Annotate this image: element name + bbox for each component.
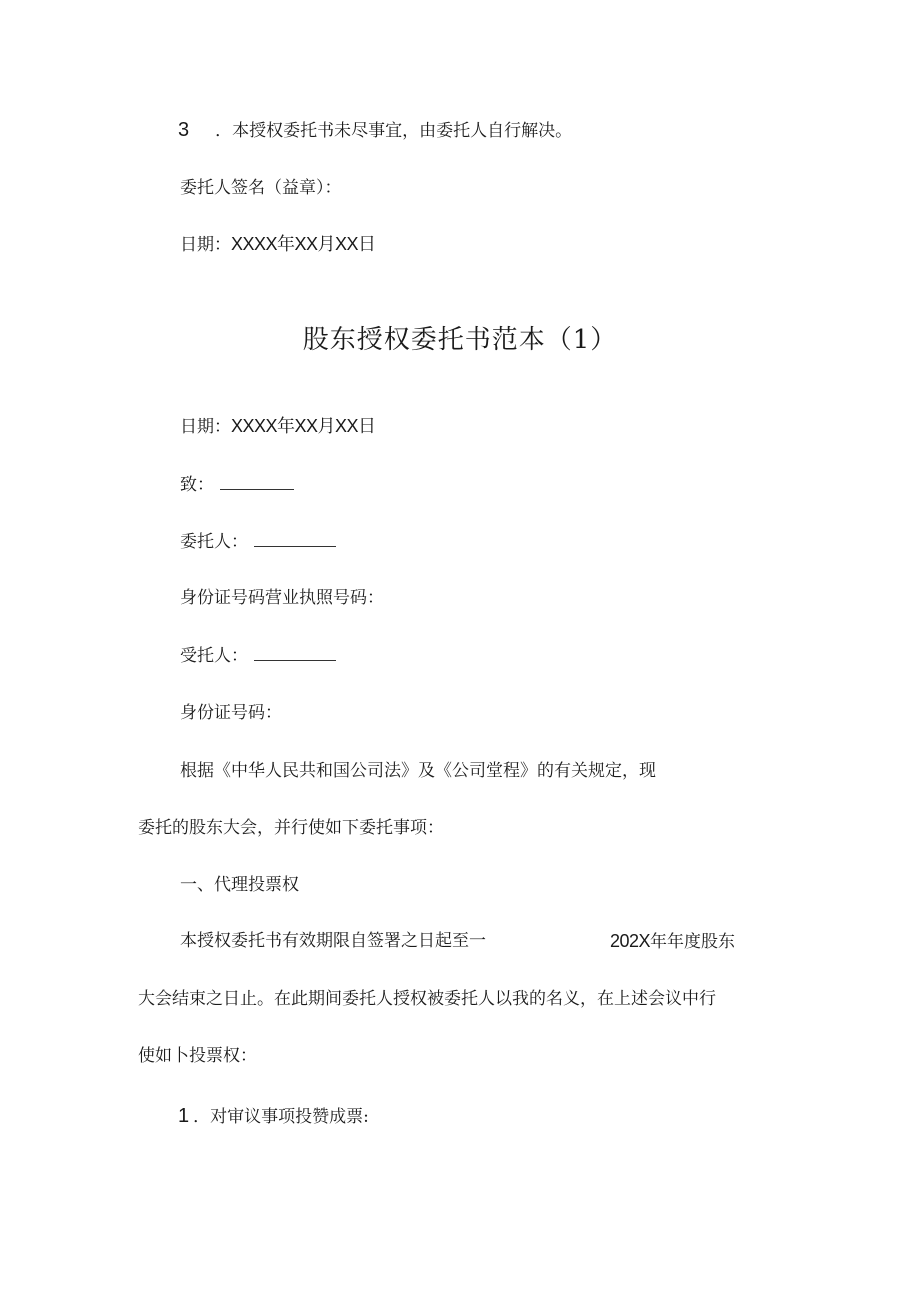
signature-line	[180, 176, 342, 200]
item-1	[178, 1104, 369, 1129]
paragraph-2-line-1	[180, 929, 486, 953]
paragraph-2-year-segment	[610, 929, 735, 954]
date-label-1: 日期：	[180, 235, 231, 255]
date-line-1	[180, 232, 376, 257]
date-value-2: XXXX年XX月XX日	[231, 416, 376, 436]
document-title: 股东授权委托书范本（1）	[302, 325, 618, 355]
item-3	[178, 118, 572, 143]
id-label: 身份证号码：	[180, 703, 282, 723]
id-line	[180, 701, 282, 725]
paragraph-2-year: 202X	[610, 931, 651, 951]
paragraph-2-text: 本授权委托书有效期限自签署之日起至一	[180, 931, 486, 951]
paragraph-1-line-2: 委托的股东大会，并行使如下委托事项：	[138, 818, 444, 838]
paragraph-2-line-3: 使如卜投票权：	[138, 1046, 257, 1066]
agent-line	[180, 644, 336, 668]
date-line-2	[180, 414, 376, 439]
signature-label: 委托人签名（益章）：	[180, 178, 342, 198]
item-3-text: ．本授权委托书未尽事宜，由委托人自行解决。	[215, 121, 573, 141]
item-3-number: 3	[178, 119, 190, 141]
date-label-2: 日期：	[180, 417, 231, 437]
principal-label: 委托人：	[180, 532, 248, 552]
principal-line	[180, 530, 336, 554]
paragraph-2-tail: 年年度股东	[650, 932, 736, 952]
id-license-label: 身份证号码营业执照号码：	[180, 588, 384, 608]
paragraph-1-line-1: 根据《中华人民共和国公司法》及《公司堂程》的有关规定，现	[180, 761, 656, 781]
id-license-line	[180, 586, 384, 610]
paragraph-2-line-2: 大会结束之日止。在此期间委托人授权被委托人以我的名义，在上述会议中行	[138, 989, 716, 1009]
agent-blank[interactable]	[254, 646, 336, 661]
item-1-number: 1	[178, 1105, 190, 1127]
date-value-1: XXXX年XX月XX日	[231, 234, 376, 254]
to-blank[interactable]	[220, 475, 294, 490]
to-line	[180, 473, 294, 497]
principal-blank[interactable]	[254, 532, 336, 547]
agent-label: 受托人：	[180, 646, 248, 666]
item-1-text: ．对审议事项投赞成票:	[193, 1107, 369, 1127]
section-heading-1: 一、代理投票权	[180, 875, 299, 895]
to-label: 致：	[180, 475, 214, 495]
